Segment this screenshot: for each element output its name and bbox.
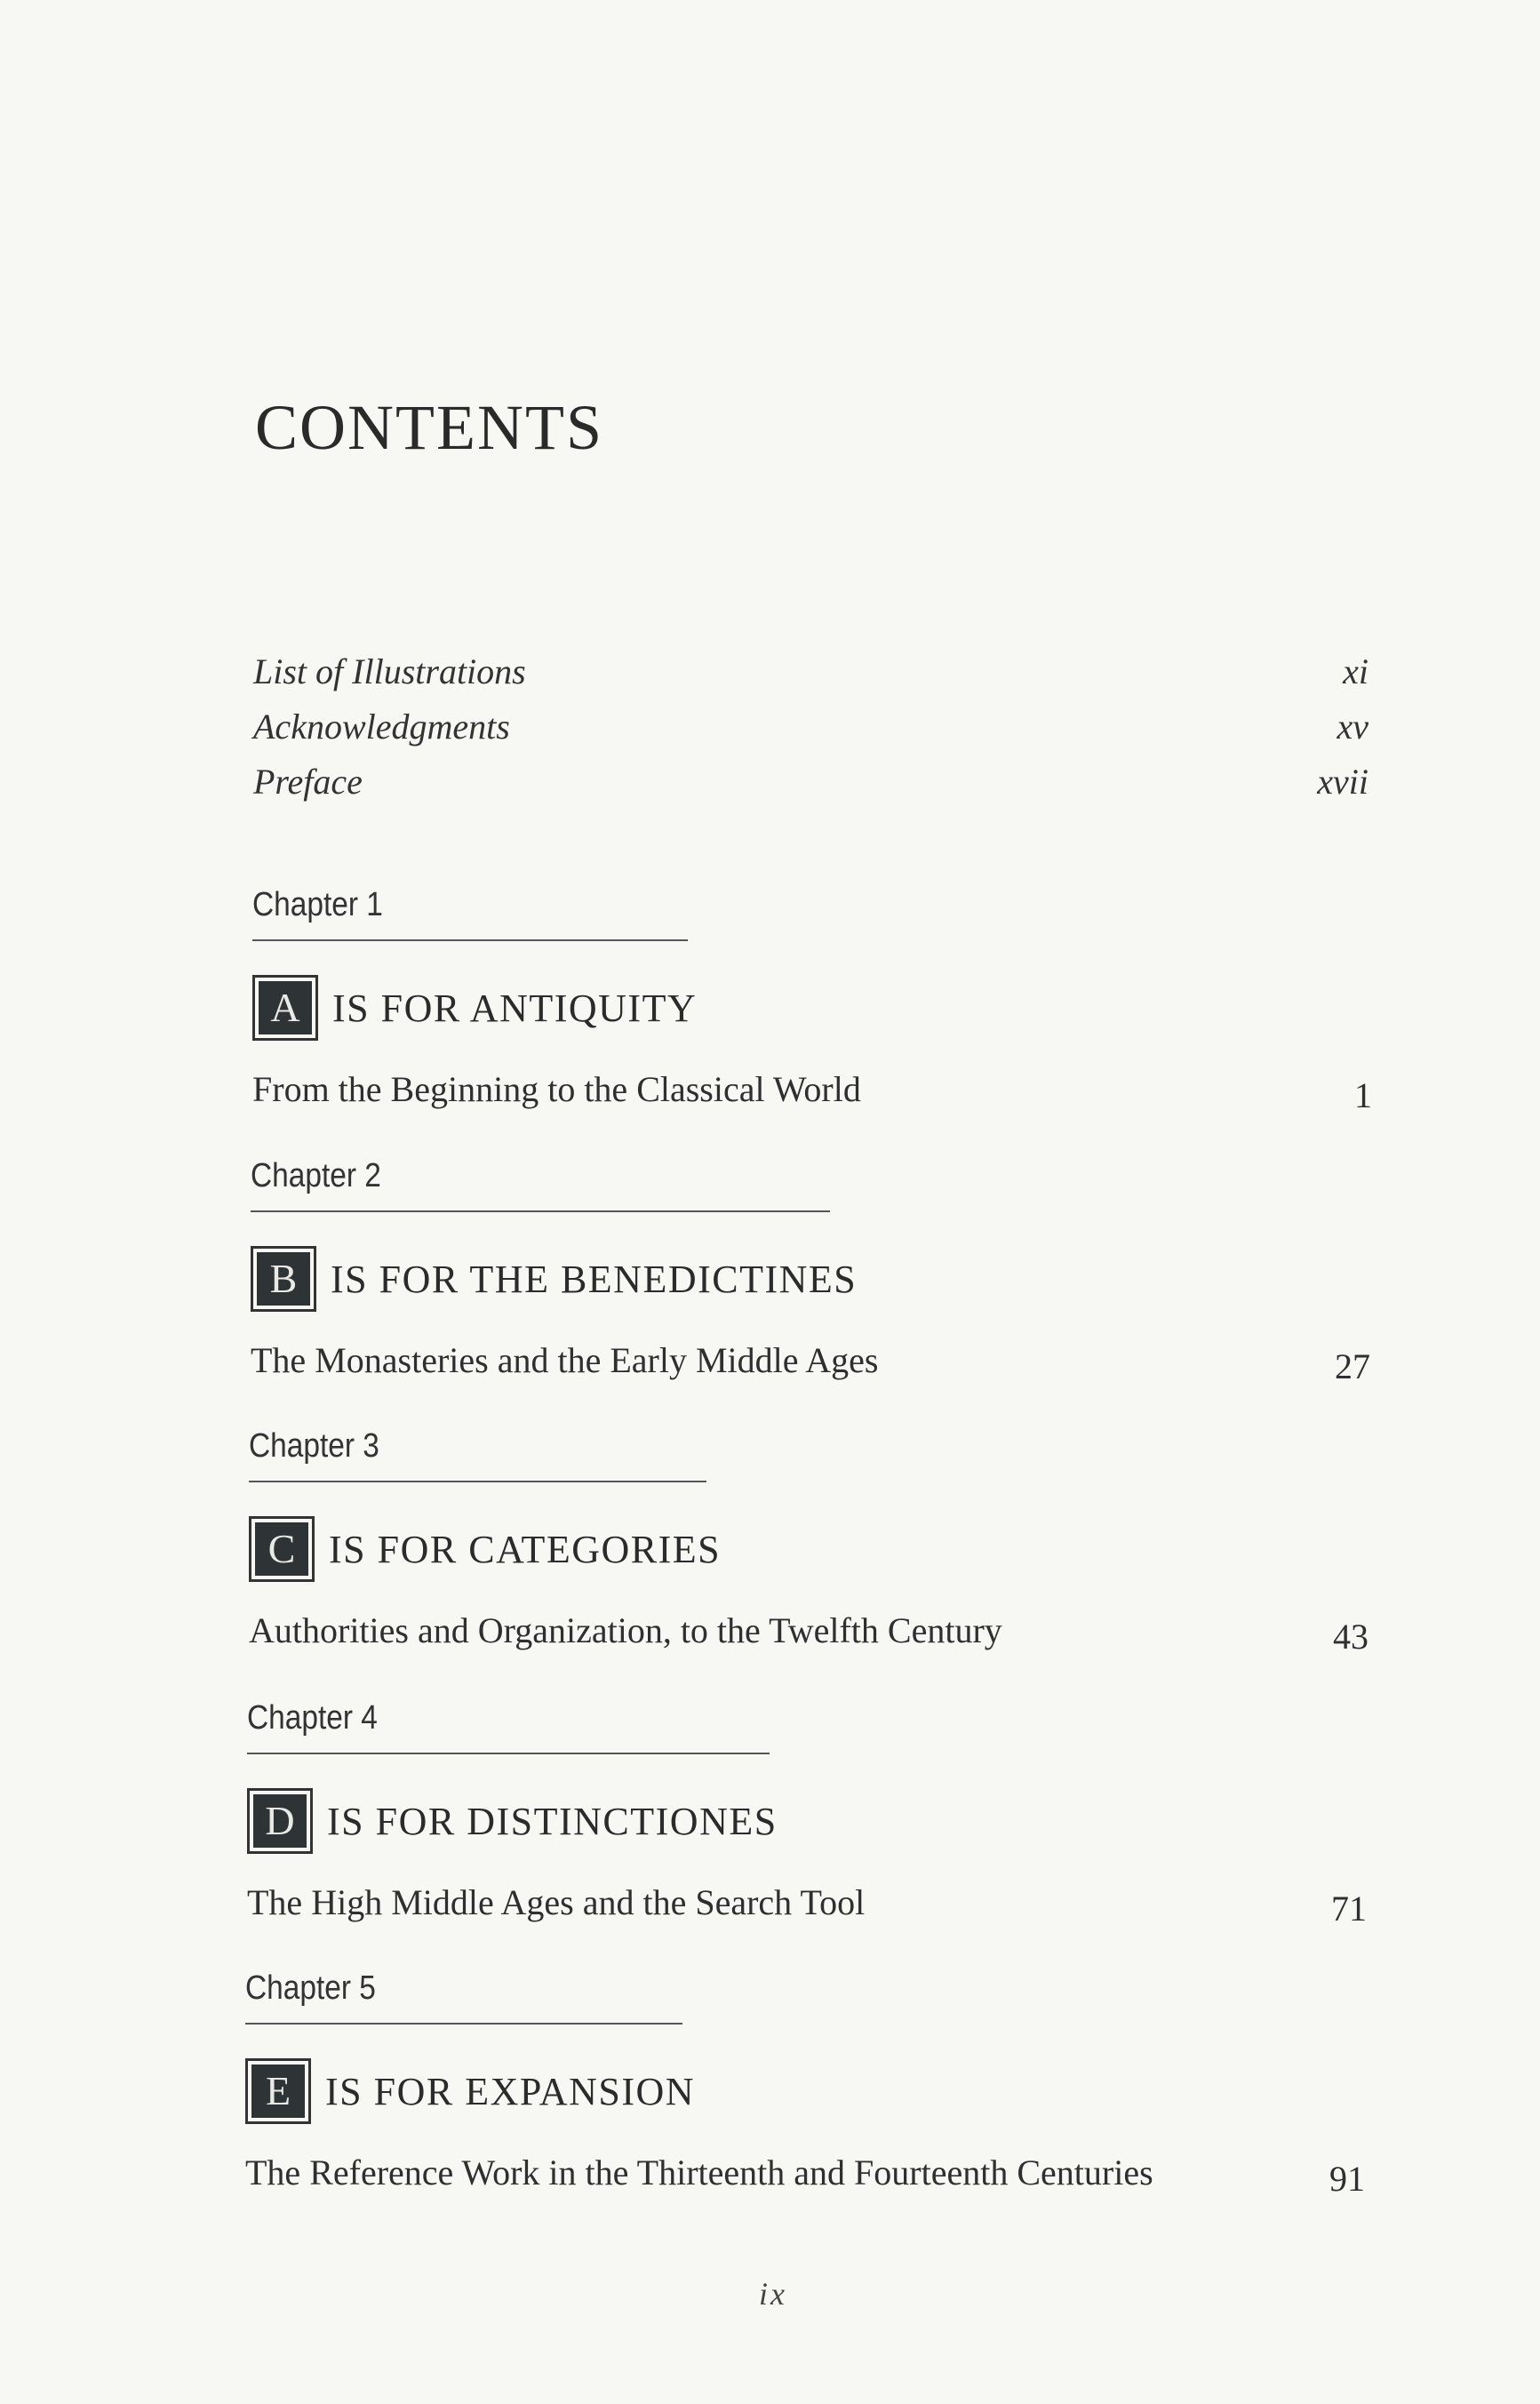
chapter-subtitle: The Monasteries and the Early Middle Ages [251, 1340, 879, 1380]
chapter-heading [252, 975, 697, 1046]
front-matter-label: Acknowledgments [253, 707, 510, 747]
initial-letter: A [259, 981, 312, 1034]
chapter-title: IS FOR THE BENEDICTINES [331, 1257, 858, 1301]
front-matter-item [253, 761, 1368, 814]
initial-letter-box [251, 1246, 316, 1312]
chapter-label: Chapter 2 [251, 1157, 381, 1194]
initial-letter: D [253, 1794, 307, 1848]
initial-letter-box [249, 1516, 315, 1582]
initial-letter: B [257, 1252, 310, 1306]
chapter-rule [247, 1753, 770, 1754]
chapter-subtitle: Authorities and Organization, to the Twelfth Century [249, 1610, 1002, 1650]
chapter-page-number: 43 [1333, 1617, 1368, 1657]
chapter-label: Chapter 1 [252, 886, 383, 923]
initial-letter-box [245, 2058, 311, 2124]
chapter-entry [249, 1427, 1368, 1676]
front-matter-page: xvii [1317, 762, 1368, 802]
initial-letter: C [255, 1522, 308, 1576]
chapter-subtitle: The Reference Work in the Thirteenth and Fourteenth Centuries [245, 2152, 1153, 2192]
chapter-label: Chapter 4 [247, 1699, 378, 1737]
chapter-rule [252, 939, 688, 941]
chapter-entry [247, 1699, 1367, 1948]
chapter-heading [245, 2058, 695, 2129]
chapter-heading [249, 1516, 721, 1587]
chapter-entry [251, 1157, 1370, 1406]
initial-letter: E [251, 2065, 305, 2118]
front-matter-label: List of Illustrations [253, 651, 526, 691]
chapter-entry [252, 886, 1372, 1135]
chapter-page-number: 71 [1331, 1889, 1367, 1929]
chapter-label: Chapter 5 [245, 1969, 376, 2007]
chapter-rule [245, 2023, 682, 2025]
chapter-title: IS FOR ANTIQUITY [332, 986, 698, 1030]
chapter-subtitle: The High Middle Ages and the Search Tool [247, 1882, 866, 1922]
chapter-rule [249, 1481, 706, 1482]
chapter-page-number: 27 [1335, 1346, 1370, 1386]
chapter-subtitle: From the Beginning to the Classical World [252, 1069, 861, 1109]
chapter-entry [245, 1969, 1365, 2218]
page-title: CONTENTS [255, 392, 603, 463]
chapter-heading [251, 1246, 857, 1317]
chapter-title: IS FOR DISTINCTIONES [327, 1799, 778, 1843]
chapter-rule [251, 1210, 830, 1212]
front-matter-page: xv [1337, 707, 1368, 747]
initial-letter-box [252, 975, 318, 1041]
chapter-page-number: 1 [1354, 1075, 1372, 1115]
chapter-title: IS FOR CATEGORIES [329, 1527, 722, 1571]
front-matter-item [253, 706, 1368, 759]
page-folio: ix [759, 2276, 787, 2312]
front-matter-page: xi [1343, 651, 1368, 691]
initial-letter-box [247, 1788, 313, 1854]
chapter-title: IS FOR EXPANSION [325, 2069, 696, 2113]
front-matter-item [253, 651, 1368, 704]
chapter-page-number: 91 [1329, 2159, 1365, 2199]
front-matter-label: Preface [253, 762, 363, 802]
chapter-label: Chapter 3 [249, 1427, 379, 1465]
chapter-heading [247, 1788, 778, 1859]
